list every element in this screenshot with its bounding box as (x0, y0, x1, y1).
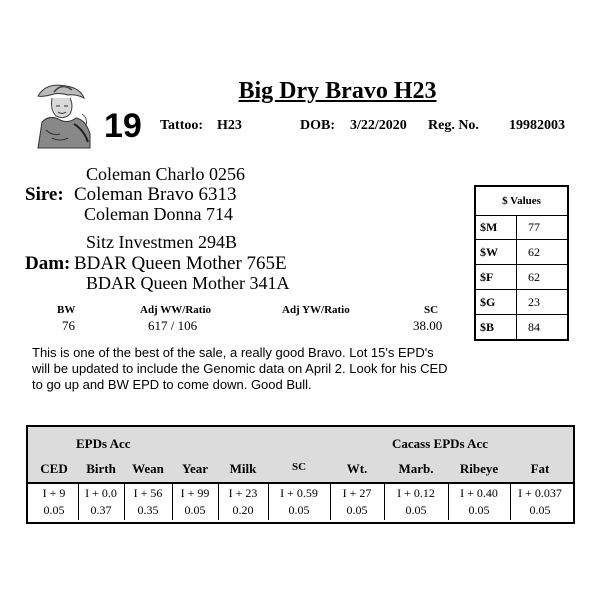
epd-accuracy: 0.20 (232, 503, 254, 517)
epd-value: I + 0.0 (85, 486, 117, 500)
values-row-label: $G (480, 295, 496, 309)
epd-column-header: Milk (229, 461, 257, 476)
epd-accuracy: 0.37 (90, 503, 112, 517)
values-row-label: $W (480, 245, 498, 259)
values-row-value: 23 (528, 295, 540, 309)
epd-accuracy: 0.05 (43, 503, 65, 517)
epd-column-header: Fat (530, 461, 550, 476)
sc-value: 38.00 (413, 318, 443, 333)
values-row (476, 290, 567, 315)
epd-group-header: EPDs Acc (76, 436, 131, 451)
dam-name: BDAR Queen Mother 765E (74, 253, 287, 274)
bw-label: BW (57, 304, 76, 316)
epd-accuracy: 0.05 (529, 503, 551, 517)
carcass-group-header: Cacass EPDs Acc (392, 436, 489, 451)
sire-dam: Coleman Donna 714 (84, 204, 233, 224)
epd-value: I + 27 (342, 486, 372, 500)
dam-sire: Sitz Investmen 294B (86, 232, 237, 252)
dam-label: Dam: (25, 253, 71, 274)
epd-accuracy: 0.35 (137, 503, 159, 517)
epd-value: I + 0.40 (460, 486, 498, 500)
ww-label: Adj WW/Ratio (140, 304, 211, 316)
epd-column-header: Wt. (346, 461, 368, 476)
bw-value: 76 (62, 318, 75, 333)
epd-column-header: Ribeye (459, 461, 499, 476)
values-header: $ Values (476, 187, 567, 216)
epd-value: I + 56 (133, 486, 163, 500)
ww-value: 617 / 106 (148, 318, 198, 333)
epd-value: I + 0.59 (280, 486, 318, 500)
epd-column-header: CED (40, 461, 68, 476)
values-row-value: 84 (528, 320, 540, 334)
dob-value: 3/22/2020 (350, 118, 407, 133)
values-row (476, 215, 567, 240)
lot-number: 19 (104, 107, 142, 145)
sire-sire: Coleman Charlo 0256 (86, 164, 245, 184)
dob-label: DOB: (300, 118, 335, 133)
values-row-value: 62 (528, 245, 540, 259)
values-row-value: 77 (528, 220, 540, 234)
epd-accuracy: 0.05 (346, 503, 368, 517)
sire-name: Coleman Bravo 6313 (74, 184, 237, 205)
epd-column-header: Wean (132, 461, 164, 476)
epd-value: I + 23 (228, 486, 258, 500)
sire-label: Sire: (25, 184, 64, 205)
tattoo-label: Tattoo: (160, 118, 204, 133)
epd-accuracy: 0.05 (288, 503, 310, 517)
values-row (476, 240, 567, 265)
epd-value: I + 0.037 (518, 486, 562, 500)
animal-title: Big Dry Bravo H23 (238, 78, 437, 104)
dollar-values-table (474, 185, 569, 341)
dam-dam: BDAR Queen Mother 341A (86, 273, 290, 293)
epd-value: I + 9 (42, 486, 66, 500)
reg-label: Reg. No. (428, 118, 479, 133)
values-row-label: $F (480, 270, 494, 284)
epd-value: I + 0.12 (397, 486, 435, 500)
values-row-value: 62 (528, 270, 540, 284)
lot-comment: This is one of the best of the sale, a really good Bravo. Lot 15's EPD's will be updated to include the Genomic data on April 2. Look for his CED to go up and BW EPD to come down. Good Bull. (32, 345, 448, 392)
values-row-label: $M (480, 220, 498, 234)
values-row (476, 315, 567, 339)
tattoo-value: H23 (217, 118, 242, 133)
epd-table (26, 425, 575, 524)
values-row-label: $B (480, 320, 495, 334)
epd-accuracy: 0.05 (468, 503, 490, 517)
epd-accuracy: 0.05 (184, 503, 206, 517)
sc-label: SC (424, 304, 439, 316)
epd-value: I + 99 (180, 486, 210, 500)
reg-value: 19982003 (509, 118, 565, 133)
epd-accuracy: 0.05 (405, 503, 427, 517)
epd-column-header: Birth (86, 461, 116, 476)
epd-column-header: Year (182, 461, 208, 476)
yw-label: Adj YW/Ratio (282, 304, 350, 316)
epd-column-header: SC (291, 461, 307, 473)
epd-column-header: Marb. (398, 461, 434, 476)
values-row (476, 265, 567, 290)
